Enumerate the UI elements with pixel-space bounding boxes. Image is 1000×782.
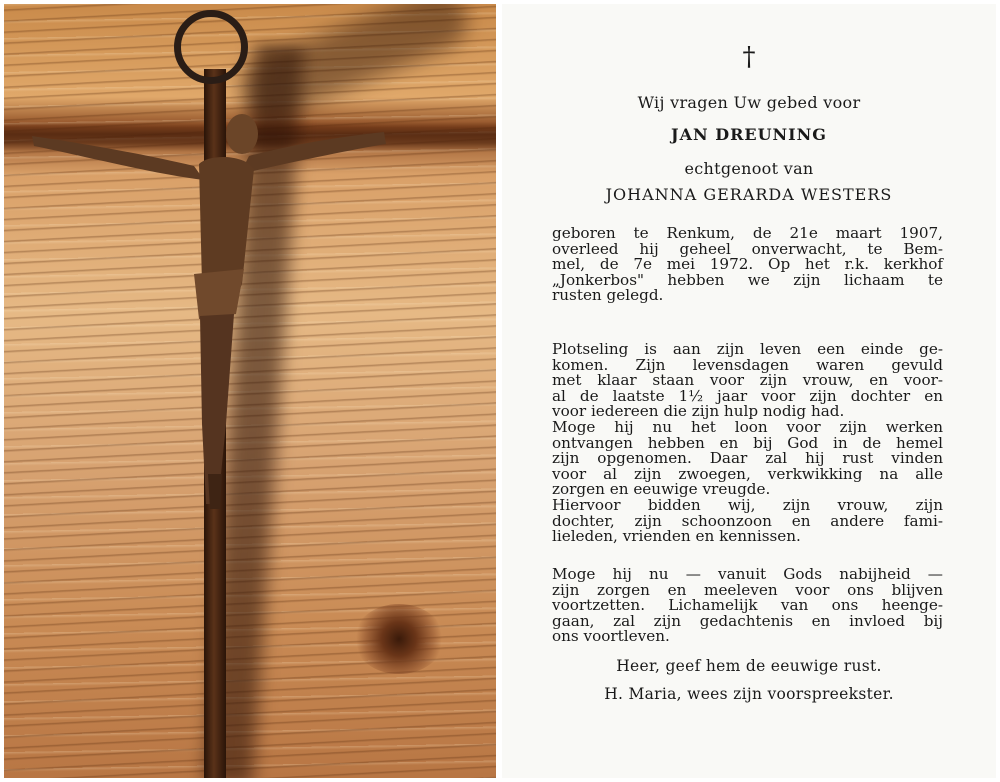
text-line: al de laatste 1½ jaar voor zijn dochter en (552, 386, 943, 405)
relation-line: echtgenoot van (684, 159, 814, 178)
text-line: met klaar staan voor zijn vrouw, en voor- (552, 371, 943, 390)
text-line: Plotseling is aan zijn leven een einde ge- (552, 340, 943, 358)
prayer-line-1: Heer, geef hem de eeuwige rust. (616, 657, 882, 675)
bio-line: „Jonkerbos" hebben we zijn lichaam te (552, 270, 943, 289)
text-line: zijn opgenomen. Daar zal hij rust vinden (552, 449, 943, 468)
bio-line: overleed hij geheel onverwacht, te Bem- (552, 239, 943, 258)
text-line: dochter, zijn schoonzoon en andere fami- (552, 511, 943, 530)
closing-line: Moge hij nu — vanuit Gods nabijheid — (552, 565, 943, 583)
intro-line: Wij vragen Uw gebed voor (637, 93, 861, 112)
spouse-name: JOHANNA GERARDA WESTERS (605, 185, 893, 204)
memorial-card (502, 4, 996, 778)
closing-paragraph (552, 567, 943, 645)
cross-icon: † (742, 42, 756, 72)
text-paragraph (552, 342, 943, 545)
deceased-name: JAN DREUNING (671, 125, 827, 144)
crucifix-photo (4, 4, 496, 778)
text-line: Hiervoor bidden wij, zijn vrouw, zijn (552, 495, 943, 514)
text-line: lieleden, vrienden en kennissen. (552, 527, 801, 546)
bio-line: mel, de 7e mei 1972. Op het r.k. kerkhof (552, 255, 943, 274)
closing-line: voortzetten. Lichamelijk van ons heenge- (552, 596, 943, 615)
bio-line: rusten gelegd. (552, 286, 664, 305)
text-line: komen. Zijn levensdagen waren gevuld (552, 355, 943, 374)
text-line: voor iedereen die zijn hulp nodig had. (552, 402, 845, 421)
closing-line: gaan, zal zijn gedachtenis en invloed bij (552, 611, 943, 630)
closing-line: zijn zorgen en meeleven voor ons blijven (552, 580, 943, 599)
text-line: voor al zijn zwoegen, verkwikking na alle (552, 464, 943, 483)
closing-line: ons voortleven. (552, 627, 670, 646)
text-line: zorgen en eeuwige vreugde. (552, 480, 771, 499)
text-line: ontvangen hebben en bij God in de hemel (552, 433, 943, 452)
bio-paragraph (552, 226, 943, 304)
prayer-line-2: H. Maria, wees zijn voorspreekster. (604, 685, 894, 703)
text-line: Moge hij nu het loon voor zijn werken (552, 417, 943, 436)
bio-line: geboren te Renkum, de 21e maart 1907, (552, 224, 943, 242)
